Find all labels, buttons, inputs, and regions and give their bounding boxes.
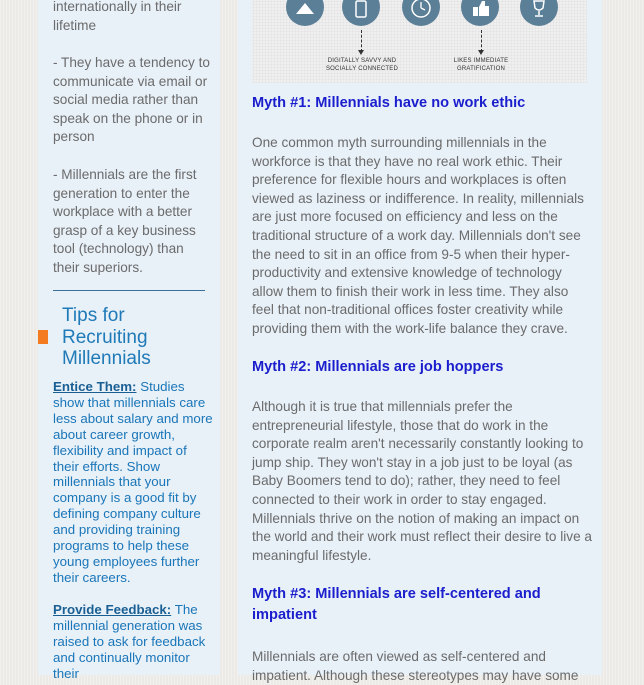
infographic-label: DIGITALLY SAVVY AND SOCIALLY CONNECTED bbox=[325, 58, 399, 72]
myth-3-body: Millennials are often viewed as self-centered and impatient. Although these stereotypes may have some bbox=[252, 649, 579, 683]
tip-title-link[interactable]: Entice Them: bbox=[53, 379, 137, 394]
sidebar bbox=[38, 0, 220, 681]
infographic-arrow bbox=[361, 30, 362, 52]
tip-title-link[interactable]: Provide Feedback: bbox=[53, 602, 172, 617]
tip-text: The millennial generation was raised to ask for feedback and continually monitor their bbox=[53, 602, 206, 681]
sidebar-divider bbox=[53, 290, 205, 291]
main-content bbox=[238, 0, 602, 683]
myth-2-heading: Myth #2: Millennials are job hoppers bbox=[252, 359, 504, 375]
mountain-icon bbox=[286, 0, 324, 26]
infographic-arrow bbox=[481, 30, 482, 52]
myth-2-body: Although it is true that millennials prefer the entrepreneurial lifestyle, those that do work in the corporate realm aren't necessarily constantly looking to jump ship. They won't stay in a job just to be loyal (as Baby Boomers tend to do); rather, they need to feel connected to their work in order to stay engaged. Millennials thrive on the notion of making an impact on the world and their work must reflect their desire to live a meaningful lifestyle. bbox=[252, 399, 592, 563]
myth-3-heading: Myth #3: Millennials are self-centered and impatient bbox=[252, 586, 541, 623]
tips-heading: Tips for Recruiting Millennials bbox=[62, 305, 151, 369]
sidebar-paragraph: - Millennials are the first generation to enter the workplace with a better grasp of a key business tool (technology) than their superiors. bbox=[53, 167, 197, 275]
infographic-label: LIKES IMMEDIATE GRATIFICATION bbox=[453, 58, 509, 72]
trophy-icon bbox=[520, 0, 558, 26]
infographic-image bbox=[252, 0, 587, 83]
myth-1-body: One common myth surrounding millennials in the workforce is that they have no real work ethic. Their preference for flexible hours and workplaces is often viewed as laziness or indifference. In reality, millennials are just more focused on efficiency and less on the traditional structure of a work day. Millennials don't see the need to sit in an office from 9-5 when their hyper-productivity and extensive knowledge of technology allow them to finish their work in less time. They also feel that non-traditional offices foster creativity while providing them with the work-life balance they crave. bbox=[252, 135, 584, 336]
tips-accent-marker bbox=[38, 330, 48, 344]
thumbs-up-icon bbox=[461, 0, 499, 26]
sidebar-paragraph: internationally in their lifetime bbox=[53, 0, 182, 33]
phone-icon bbox=[342, 0, 380, 26]
tip-entice-them bbox=[53, 379, 213, 586]
sidebar-paragraph: - They have a tendency to communicate via email or social media rather than speak on the phone or in person bbox=[53, 55, 210, 145]
myth-1-heading: Myth #1: Millennials have no work ethic bbox=[252, 95, 526, 111]
tip-provide-feedback bbox=[53, 602, 213, 682]
tip-text: Studies show that millennials care less about salary and more about career growth, flexibility and impact of their efforts. Show millennials that your company is a good fit by defining company culture and providing training programs to help these young employees further their careers. bbox=[53, 379, 213, 585]
clock-icon bbox=[402, 0, 440, 26]
